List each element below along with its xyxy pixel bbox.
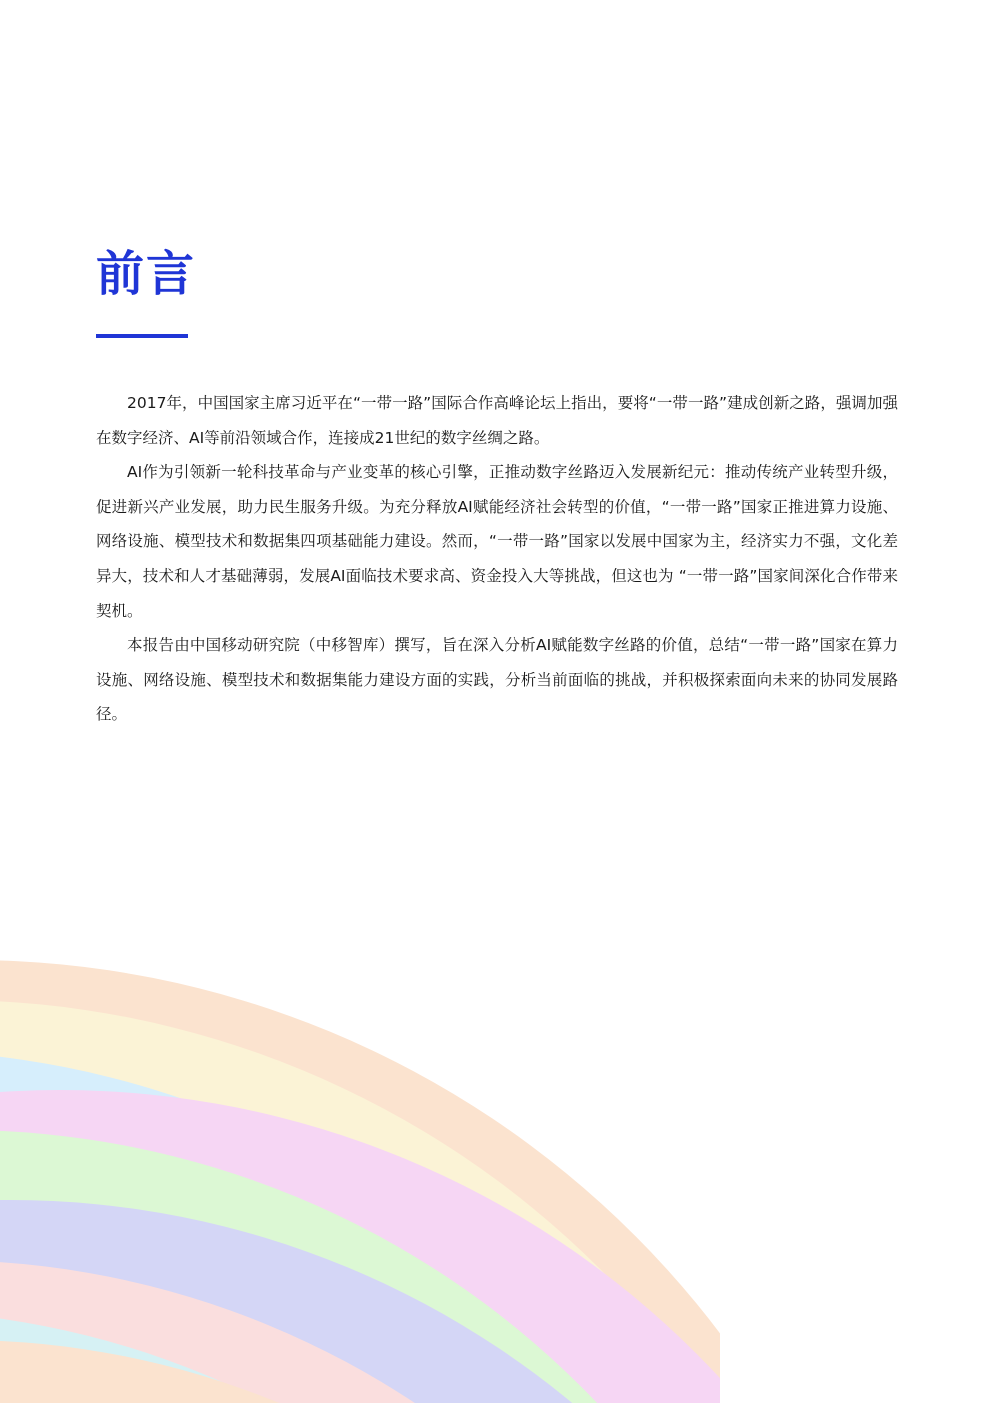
paragraph-2: AI作为引领新一轮科技革命与产业变革的核心引擎，正推动数字丝路迈入发展新纪元：推动传统产业转型升级，促进新兴产业发展，助力民生服务升级。为充分释放AI赋能经济社会转型的价值，“一带一路”国家正推进算力设施、网络设施、模型技术和数据集四项基础能力建设。然而，“一带一路”国家以发展中国家为主，经济实力不强，文化差异大，技术和人才基础薄弱，发展AI面临技术要求高、资金投入大等挑战，但这也为 “一带一路”国家间深化合作带来契机。 — [96, 463, 898, 620]
body-text — [96, 386, 898, 732]
decorative-arcs — [0, 960, 720, 1403]
paragraph-3: 本报告由中国移动研究院（中移智库）撰写，旨在深入分析AI赋能数字丝路的价值，总结“一带一路”国家在算力设施、网络设施、模型技术和数据集能力建设方面的实践，分析当前面临的挑战，并积极探索面向未来的协同发展路径。 — [96, 636, 898, 724]
paragraph-1: 2017年，中国国家主席习近平在“一带一路”国际合作高峰论坛上指出，要将“一带一路”建成创新之路，强调加强在数字经济、AI等前沿领域合作，连接成21世纪的数字丝绸之路。 — [96, 394, 898, 447]
title-underline — [96, 334, 188, 338]
page-title: 前言 — [96, 246, 197, 302]
